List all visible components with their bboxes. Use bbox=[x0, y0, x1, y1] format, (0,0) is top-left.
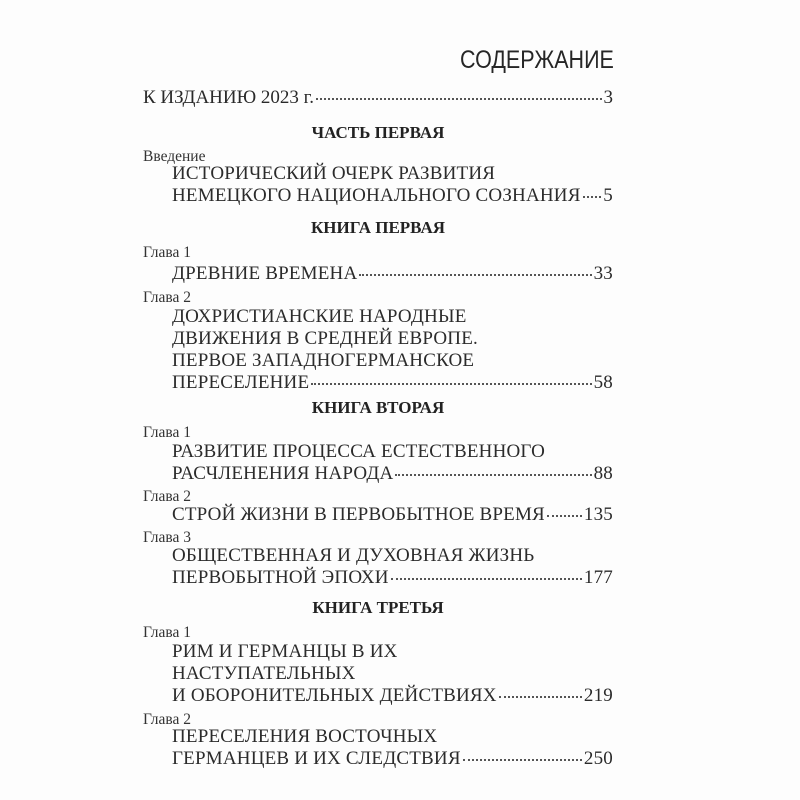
chapter-label: Глава 2 bbox=[143, 289, 192, 306]
dot-leader bbox=[316, 98, 601, 100]
dot-leader bbox=[311, 383, 591, 385]
entry-title-line: ДВИЖЕНИЯ В СРЕДНЕЙ ЕВРОПЕ. bbox=[172, 328, 478, 349]
toc-entry bbox=[172, 748, 613, 770]
part-heading: ЧАСТЬ ПЕРВАЯ bbox=[311, 123, 445, 142]
dot-leader bbox=[391, 578, 582, 580]
entry-title-line: И ОБОРОНИТЕЛЬНЫХ ДЕЙСТВИЯХ bbox=[172, 685, 497, 706]
entry-title-line: РАСЧЛЕНЕНИЯ НАРОДА bbox=[172, 463, 394, 484]
book-heading: КНИГА ТРЕТЬЯ bbox=[312, 598, 444, 617]
page-number: 219 bbox=[583, 685, 613, 706]
toc-entry-intro bbox=[172, 185, 613, 207]
toc-entry bbox=[172, 685, 613, 707]
chapter-label: Глава 1 bbox=[143, 624, 192, 641]
entry-title: К ИЗДАНИЮ 2023 г. bbox=[143, 87, 315, 108]
page-number: 177 bbox=[583, 567, 613, 588]
book-heading: КНИГА ПЕРВАЯ bbox=[310, 218, 446, 237]
toc-entry bbox=[172, 263, 613, 285]
chapter-label: Глава 1 bbox=[143, 244, 192, 261]
dot-leader bbox=[359, 274, 591, 276]
toc-entry bbox=[172, 463, 613, 485]
section-label: Введение bbox=[143, 148, 206, 165]
entry-title-line: ОБЩЕСТВЕННАЯ И ДУХОВНАЯ ЖИЗНЬ bbox=[172, 545, 535, 566]
dot-leader bbox=[583, 196, 602, 198]
chapter-label: Глава 2 bbox=[143, 711, 192, 728]
page-title: СОДЕРЖАНИЕ bbox=[460, 46, 614, 74]
entry-title-line: НЕМЕЦКОГО НАЦИОНАЛЬНОГО СОЗНАНИЯ bbox=[172, 185, 581, 206]
dot-leader bbox=[499, 696, 582, 698]
toc-entry bbox=[172, 504, 613, 526]
entry-title-line: ДРЕВНИЕ ВРЕМЕНА bbox=[172, 263, 358, 284]
chapter-label: Глава 2 bbox=[143, 488, 192, 505]
dot-leader bbox=[463, 759, 582, 761]
entry-title-line: НАСТУПАТЕЛЬНЫХ bbox=[172, 663, 356, 684]
page-number: 33 bbox=[593, 263, 613, 284]
dot-leader bbox=[547, 515, 582, 517]
entry-title-line: ГЕРМАНЦЕВ И ИХ СЛЕДСТВИЯ bbox=[172, 748, 461, 769]
page-number: 88 bbox=[593, 463, 613, 484]
entry-title-line: ПЕРВОЕ ЗАПАДНОГЕРМАНСКОЕ bbox=[172, 350, 475, 371]
entry-title-line: РИМ И ГЕРМАНЦЫ В ИХ bbox=[172, 641, 398, 662]
entry-title-line: ДОХРИСТИАНСКИЕ НАРОДНЫЕ bbox=[172, 306, 467, 327]
entry-title-line: ИСТОРИЧЕСКИЙ ОЧЕРК РАЗВИТИЯ bbox=[172, 163, 496, 184]
chapter-label: Глава 3 bbox=[143, 529, 192, 546]
entry-title-line: РАЗВИТИЕ ПРОЦЕССА ЕСТЕСТВЕННОГО bbox=[172, 441, 546, 462]
toc-entry bbox=[172, 567, 613, 589]
entry-title-line: ПЕРВОБЫТНОЙ ЭПОХИ bbox=[172, 567, 389, 588]
page-number: 58 bbox=[593, 372, 613, 393]
toc-entry-preface bbox=[143, 87, 613, 109]
toc-entry bbox=[172, 372, 613, 394]
chapter-label: Глава 1 bbox=[143, 424, 192, 441]
page-number: 135 bbox=[583, 504, 613, 525]
page-number: 5 bbox=[603, 185, 613, 206]
page-number: 250 bbox=[583, 748, 613, 769]
dot-leader bbox=[395, 474, 591, 476]
entry-title-line: ПЕРЕСЕЛЕНИЕ bbox=[172, 372, 310, 393]
book-heading: КНИГА ВТОРАЯ bbox=[311, 398, 445, 417]
entry-title-line: СТРОЙ ЖИЗНИ В ПЕРВОБЫТНОЕ ВРЕМЯ bbox=[172, 504, 545, 525]
page-number: 3 bbox=[603, 87, 613, 108]
entry-title-line: ПЕРЕСЕЛЕНИЯ ВОСТОЧНЫХ bbox=[172, 726, 438, 747]
